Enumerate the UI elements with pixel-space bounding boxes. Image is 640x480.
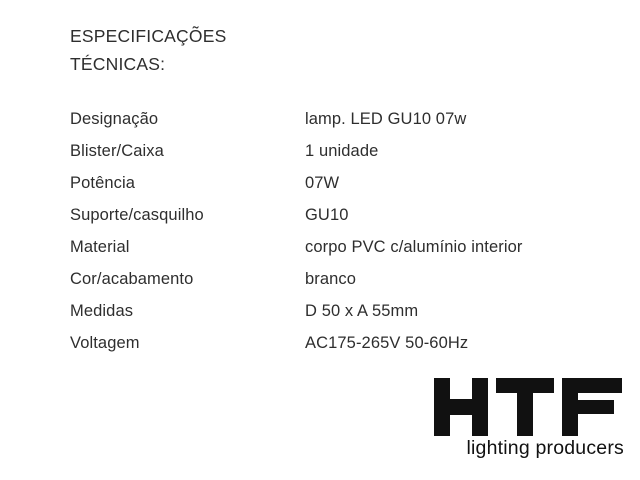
- spec-label: Voltagem: [70, 334, 140, 352]
- spec-value: 07W: [305, 174, 340, 192]
- specifications-table: [70, 108, 590, 364]
- htf-logo-mark-icon: [432, 378, 624, 436]
- spec-label: Designação: [70, 110, 159, 128]
- table-row: [70, 268, 590, 300]
- spec-label: Potência: [70, 174, 136, 192]
- spec-label: Medidas: [70, 302, 134, 320]
- page-title: [70, 22, 226, 78]
- page-title-line2: TÉCNICAS:: [70, 54, 166, 74]
- table-row: [70, 236, 590, 268]
- spec-value: branco: [305, 270, 357, 288]
- spec-value: 1 unidade: [305, 142, 379, 160]
- spec-value: corpo PVC c/alumínio interior: [305, 238, 523, 256]
- spec-label: Material: [70, 238, 130, 256]
- table-row: [70, 300, 590, 332]
- htf-logo-tagline: lighting producers: [466, 437, 624, 459]
- table-row: [70, 140, 590, 172]
- spec-value: GU10: [305, 206, 349, 224]
- spec-value: D 50 x A 55mm: [305, 302, 419, 320]
- table-row: [70, 332, 590, 364]
- table-row: [70, 108, 590, 140]
- table-row: [70, 204, 590, 236]
- spec-label: Suporte/casquilho: [70, 206, 204, 224]
- spec-value: lamp. LED GU10 07w: [305, 110, 467, 128]
- htf-logo: [432, 378, 624, 466]
- spec-label: Blister/Caixa: [70, 142, 164, 160]
- spec-value: AC175-265V 50-60Hz: [305, 334, 469, 352]
- page-title-line1: ESPECIFICAÇÕES: [70, 26, 227, 46]
- spec-label: Cor/acabamento: [70, 270, 194, 288]
- table-row: [70, 172, 590, 204]
